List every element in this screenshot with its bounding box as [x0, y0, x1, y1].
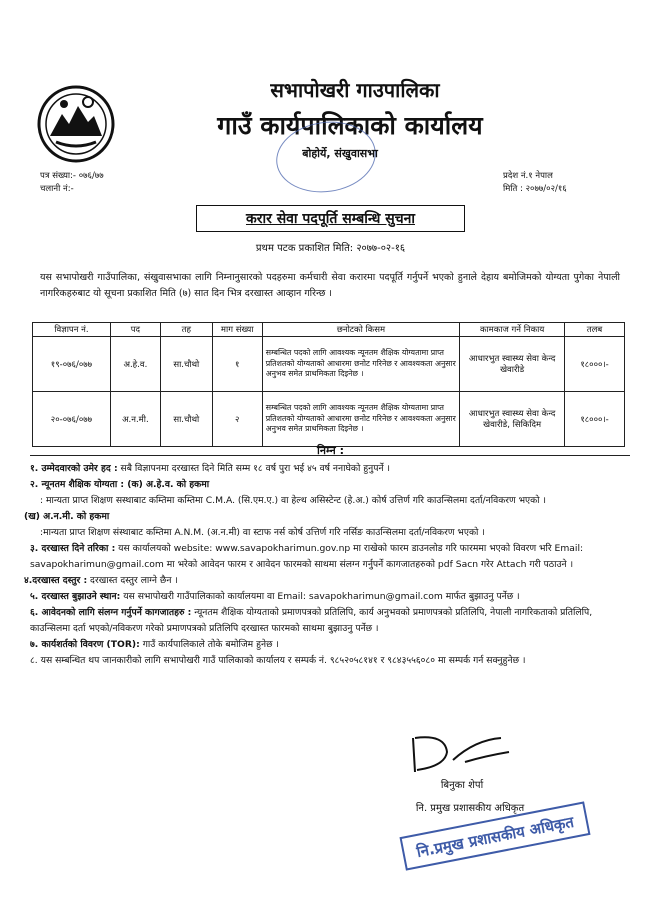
- rule-4: [24, 573, 630, 589]
- rule-1-label: १. उम्मेदवारको उमेर हद :: [30, 463, 118, 474]
- rule-2: [30, 477, 630, 493]
- published-date: प्रथम पटक प्रकाशित मिति: २०७७-०२-१६: [255, 243, 406, 254]
- rules-title: निम्न :: [317, 444, 344, 457]
- header-talab: तलब: [565, 323, 625, 337]
- rule-3-text: यस कार्यालयको website: www.savapokharimun.gov.np मा राखेको फारम डाउनलोड गरि फारममा भएको विवरण भरि Email: savapokharimun@gmail.com मा भरेको आवेदन फारम र आवेदन फारमको साथमा संलग्न गर्नुपर्ने कागजातहरुको pdf Sacn गरेर Attach गरी पठाउने ।: [30, 543, 584, 570]
- cell-sankhya: २: [212, 392, 262, 447]
- rule-5: [30, 589, 630, 605]
- seal-text: नि.प्रमुख प्रशासकीय अधिकृत: [415, 812, 576, 862]
- table-row: [33, 337, 625, 392]
- province: प्रदेश नं.१ नेपाल: [503, 171, 553, 181]
- signature-icon: [405, 730, 515, 780]
- cell-taha: सा.चौथो: [160, 392, 212, 447]
- reference-left: [40, 170, 104, 196]
- intro-paragraph: यस सभापोखरी गाउँपालिका, संखुवासभाका लागि निम्नानुसारको पदहरुमा कर्मचारी सेवा करारमा पदपूर्ति गर्नुपर्ने भएको हुनाले देहाय बमोजिमको योग्यता पुगेका नेपाली नागरिकहरुबाट यो सूचना प्रकाशित मिति (७) सात दिन भित्र दरखास्त आव्हान गरिन्छ ।: [40, 272, 620, 299]
- rule-1: [30, 461, 630, 477]
- rule-7-text: गाउँ कार्यपालिकाले तोके बमोजिम हुनेछ ।: [139, 639, 279, 650]
- signer-designation: नि. प्रमुख प्रशासकीय अधिकृत: [415, 803, 525, 814]
- rule-3: [30, 541, 630, 573]
- header-sankhya: माग संख्या: [212, 323, 262, 337]
- cell-vigyapan: १९-०७६/०७७: [33, 337, 111, 392]
- header-taha: तह: [160, 323, 212, 337]
- cell-pad: अ.न.मी.: [110, 392, 160, 447]
- rules-divider: [30, 455, 630, 456]
- signer-name: बिनुका शेर्पा: [440, 780, 484, 791]
- cell-vigyapan: २०-०७६/०७७: [33, 392, 111, 447]
- header-pad: पद: [110, 323, 160, 337]
- rule-5-text: यस सभापोखरी गाउँपालिकाको कार्यालयमा वा Email: savapokharimun@gmail.com मार्फत बुझाउनु पर्नेछ ।: [120, 591, 520, 602]
- notice-title: करार सेवा पदपूर्ति सम्बन्धि सुचना: [196, 205, 465, 232]
- municipality-name: सभापोखरी गाउपालिका: [270, 78, 440, 102]
- rule-1-text: सबै विज्ञापनमा दरखास्त दिने मिति सम्म १८ वर्ष पुरा भई ४५ वर्ष ननाघेको हुनुपर्ने ।: [117, 463, 390, 474]
- header-nikaya: कामकाज गर्ने निकाय: [460, 323, 565, 337]
- rule-6-text: न्यूनतम शैक्षिक योग्यताको प्रमाणपत्रको प्रतिलिपि, कार्य अनुभवको प्रमाणपत्रको प्रतिलिपि, नेपाली नागरिकताको प्रतिलिपि, काउन्सिलमा दर्ता भएको/नविकरण गरेको प्रमाणपत्रको प्रतिलिपि दरखास्त फारमको साथमा बुझाउनु पर्नेछ ।: [30, 607, 593, 634]
- rule-6-label: ६. आवेदनको लागि संलग्न गर्नुपर्ने कागजातहरु :: [30, 607, 192, 618]
- office-address: बोहोर्ये, संखुवासभा: [302, 147, 378, 160]
- cell-talab: १८०००।-: [565, 392, 625, 447]
- rule-2-text: : मान्यता प्राप्त शिक्षण सस्थाबाट कम्तिमा कम्तिमा C.M.A. (सि.एम.ए.) वा हेल्थ असिस्टेन्ट (हे.अ.) कोर्ष उत्तिर्ण गरि काउन्सिलमा दर्ता/नविकरण भएको ।: [40, 495, 546, 506]
- nepal-emblem-icon: [36, 84, 116, 164]
- rule-2b-label: [24, 509, 630, 525]
- rule-3-label: ३. दरखास्त दिने तरिका :: [30, 543, 116, 554]
- rule-8: ८. यस सम्बन्धित थप जानकारीको लागि सभापोखरी गाउँ पालिकाको कार्यालय र सम्पर्क नं. ९८५२०५८१४१ र ९८४३५५६०८० मा सम्पर्क गर्न सक्नुहुनेछ ।: [30, 655, 526, 666]
- rule-2b-text: :मान्यता प्राप्त शिक्षण संस्थाबाट कम्तिमा A.N.M. (अ.न.मी) वा स्टाफ नर्स कोर्ष उत्तिर्ण गरि नर्सिङ काउन्सिलमा दर्ता/नविकरण भएको ।: [40, 527, 485, 538]
- header-vigyapan: विज्ञापन नं.: [33, 323, 111, 337]
- rule-7-label: ७. कार्यशर्तको विवरण (TOR):: [30, 639, 140, 650]
- cell-nikaya: आधारभुत स्वास्थ्य सेवा केन्द खेवारीडे: [460, 337, 565, 392]
- rule-4-text: दरखास्त दस्तुर लाग्ने छैन ।: [87, 575, 178, 586]
- rule-7: [30, 637, 630, 653]
- header-chhanot: छनोटको किसम: [262, 323, 460, 337]
- table-header-row: [33, 323, 625, 337]
- cell-taha: सा.चौथो: [160, 337, 212, 392]
- cell-chhanot: सम्बन्धित पदको लागि आवश्यक न्यूनतम शैक्षिक योग्यतामा प्राप्त प्रतिशतको योग्यताको आधारमा छनोट गरिनेछ र आवश्यकता अनुसार अनुभव समेत प्राथमिकता दिइनेछ ।: [262, 392, 460, 447]
- patra-sankhya: पत्र संख्या:- ०७६/७७: [40, 171, 104, 181]
- cell-pad: अ.हे.व.: [110, 337, 160, 392]
- notice-date: मिति : २०७७/०२/१६: [503, 184, 567, 194]
- rule-6: [30, 605, 630, 637]
- cell-sankhya: १: [212, 337, 262, 392]
- rules-list: [24, 461, 630, 669]
- office-name: गाउँ कार्यपालिकाको कार्यालय: [217, 111, 483, 140]
- cell-talab: १८०००।-: [565, 337, 625, 392]
- cell-nikaya: आधारभुत स्वास्थ्य सेवा केन्द खेवारीडे, सिकिदिम: [460, 392, 565, 447]
- reference-right: [503, 170, 567, 196]
- rule-4-label: ४.दरखास्त दस्तुर :: [24, 575, 88, 586]
- table-row: [33, 392, 625, 447]
- rule-5-label: ५. दरखास्त बुझाउने स्थान:: [30, 591, 121, 602]
- cell-chhanot: सम्बन्धित पदको लागि आवश्यक न्यूनतम शैक्षिक योग्यतामा प्राप्त प्रतिशतको योग्यताको आधारमा छनोट गरिनेछ र आवश्यकता अनुसार अनुभव समेत प्राथमिकता दिइनेछ ।: [262, 337, 460, 392]
- rule-2-label: २. न्यूनतम शैक्षिक योग्यता : (क) अ.हे.व. को हकमा: [30, 479, 210, 490]
- vacancy-table: [32, 322, 625, 447]
- rule-2b-label-text: (ख) अ.न.मी. को हकमा: [24, 511, 110, 522]
- chalani-number: चलानी नं:-: [40, 184, 74, 194]
